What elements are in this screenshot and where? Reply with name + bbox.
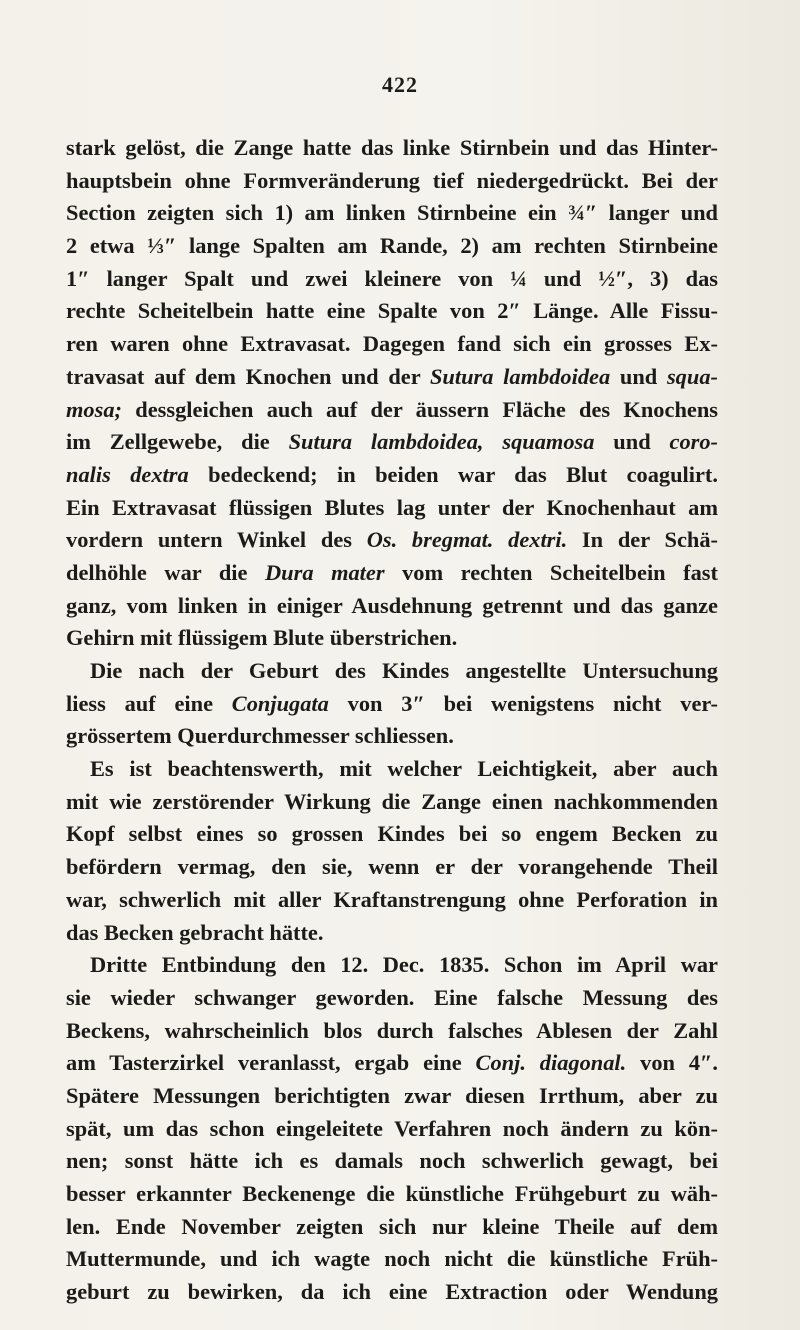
text-line xyxy=(66,263,718,296)
text-segment: von 4″. xyxy=(626,1050,719,1076)
text-line xyxy=(66,622,718,655)
text-line xyxy=(66,818,718,851)
text-segment: Kopf selbst eines so grossen Kindes bei so engem Becken zu xyxy=(66,821,718,847)
text-line xyxy=(66,132,718,165)
text-segment: und xyxy=(610,363,667,389)
text-line xyxy=(66,230,718,263)
text-segment: Die nach der Geburt des Kindes angestellte Untersuchung xyxy=(90,658,718,683)
text-line xyxy=(66,328,718,361)
page-number: 422 xyxy=(382,72,418,97)
text-segment: vordern untern Winkel des xyxy=(66,527,367,553)
text-line xyxy=(66,1113,718,1146)
text-segment: 1″ langer Spalt und zwei kleinere von ¼ und ½″, 3) das xyxy=(66,265,718,291)
italic-term: Dura mater xyxy=(265,559,385,585)
text-segment: travasat auf dem Knochen und der xyxy=(66,363,430,389)
text-line xyxy=(66,1145,718,1178)
text-line xyxy=(66,459,718,492)
text-line xyxy=(66,1211,718,1244)
text-segment: hauptsbein ohne Formveränderung tief niedergedrückt. Bei der xyxy=(66,167,718,193)
text-segment: nen; sonst hätte ich es damals noch schwerlich gewagt, bei xyxy=(66,1148,718,1174)
text-line xyxy=(66,295,718,328)
text-segment: bedeckend; in beiden war das Blut coagulirt. xyxy=(188,461,718,487)
text-segment: Ein Extravasat flüssigen Blutes lag unter der Knochenhaut am xyxy=(66,494,718,520)
text-segment: dessgleichen auch auf der äussern Fläche des Knochens xyxy=(121,396,718,422)
text-line xyxy=(66,688,718,721)
text-segment: von 3″ bei wenigstens nicht ver- xyxy=(328,690,718,716)
text-line xyxy=(66,655,718,688)
text-segment: mit wie zerstörender Wirkung die Zange einen nachkommenden xyxy=(66,788,718,814)
text-line xyxy=(66,1047,718,1080)
text-segment: 2 etwa ⅓″ lange Spalten am Rande, 2) am rechten Stirnbeine xyxy=(66,233,718,259)
text-line xyxy=(66,557,718,590)
text-line xyxy=(66,884,718,917)
text-segment: delhöhle war die xyxy=(66,559,265,585)
text-segment: Section zeigten sich 1) am linken Stirnbeine ein ¾″ langer und xyxy=(66,200,718,226)
italic-term: Sutura lambdoidea, squamosa xyxy=(288,429,595,455)
text-line xyxy=(66,949,718,982)
text-line xyxy=(66,524,718,557)
text-segment: spät, um das schon eingeleitete Verfahren noch ändern zu kön- xyxy=(66,1115,718,1141)
text-line xyxy=(66,851,718,884)
text-segment: liess auf eine xyxy=(66,690,232,716)
text-segment: das Becken gebracht hätte. xyxy=(66,919,324,945)
text-line xyxy=(66,361,718,394)
text-segment: war, schwerlich mit aller Kraftanstrengung ohne Perforation in xyxy=(66,886,718,912)
text-segment: rechte Scheitelbein hatte eine Spalte von 2″ Länge. Alle Fissu- xyxy=(66,298,718,324)
text-segment: befördern vermag, den sie, wenn er der vorangehende Theil xyxy=(66,854,718,880)
text-segment: Spätere Messungen berichtigten zwar diesen Irrthum, aber zu xyxy=(66,1082,718,1108)
text-segment: am Tasterzirkel veranlasst, ergab eine xyxy=(66,1050,476,1076)
text-segment: Es ist beachtenswerth, mit welcher Leichtigkeit, aber auch xyxy=(90,756,718,782)
text-segment: ren waren ohne Extravasat. Dagegen fand sich ein grosses Ex- xyxy=(66,331,718,357)
text-segment: geburt zu bewirken, da ich eine Extraction oder Wendung xyxy=(66,1279,718,1305)
text-line xyxy=(66,492,718,525)
italic-term: Conj. diagonal. xyxy=(475,1050,627,1076)
italic-term: coro- xyxy=(669,429,718,455)
text-line xyxy=(66,1243,718,1276)
text-line xyxy=(66,917,718,950)
text-line xyxy=(66,982,718,1015)
text-segment: im Zellgewebe, die xyxy=(66,429,289,455)
text-segment: ganz, vom linken in einiger Ausdehnung getrennt und das ganze xyxy=(66,592,718,618)
text-segment: besser erkannter Beckenenge die künstliche Frühgeburt zu wäh- xyxy=(66,1181,718,1206)
text-line xyxy=(66,1015,718,1048)
text-line xyxy=(66,394,718,427)
text-line xyxy=(66,1276,718,1309)
text-line xyxy=(66,753,718,786)
text-segment: In der Schä- xyxy=(567,527,718,553)
italic-term: Sutura lambdoidea xyxy=(429,363,611,389)
italic-term: Os. bregmat. dextri. xyxy=(366,527,568,553)
text-segment: len. Ende November zeigten sich nur kleine Theile auf dem xyxy=(66,1213,718,1239)
italic-term: nalis dextra xyxy=(66,461,189,487)
italic-term: Conjugata xyxy=(231,690,329,716)
text-segment: sie wieder schwanger geworden. Eine falsche Messung des xyxy=(66,984,718,1010)
text-line xyxy=(66,197,718,230)
text-segment: vom rechten Scheitelbein fast xyxy=(384,559,718,585)
text-segment: Muttermunde, und ich wagte noch nicht die künstliche Früh- xyxy=(66,1246,718,1272)
text-segment: Dritte Entbindung den 12. Dec. 1835. Schon im April war xyxy=(90,952,718,978)
text-line xyxy=(66,590,718,623)
text-line xyxy=(66,786,718,819)
italic-term: mosa; xyxy=(66,396,122,422)
text-segment: grössertem Querdurchmesser schliessen. xyxy=(66,723,454,749)
text-segment: Beckens, wahrscheinlich blos durch falsches Ablesen der Zahl xyxy=(66,1017,718,1043)
body-text xyxy=(66,132,718,1309)
text-line xyxy=(66,720,718,753)
italic-term: squa- xyxy=(666,363,718,389)
text-segment: und xyxy=(594,429,670,455)
text-line xyxy=(66,165,718,198)
text-line xyxy=(66,1178,718,1211)
text-line xyxy=(66,1080,718,1113)
text-segment: Gehirn mit flüssigem Blute überstrichen. xyxy=(66,625,458,651)
text-line xyxy=(66,426,718,459)
text-segment: stark gelöst, die Zange hatte das linke Stirnbein und das Hinter- xyxy=(66,135,718,160)
